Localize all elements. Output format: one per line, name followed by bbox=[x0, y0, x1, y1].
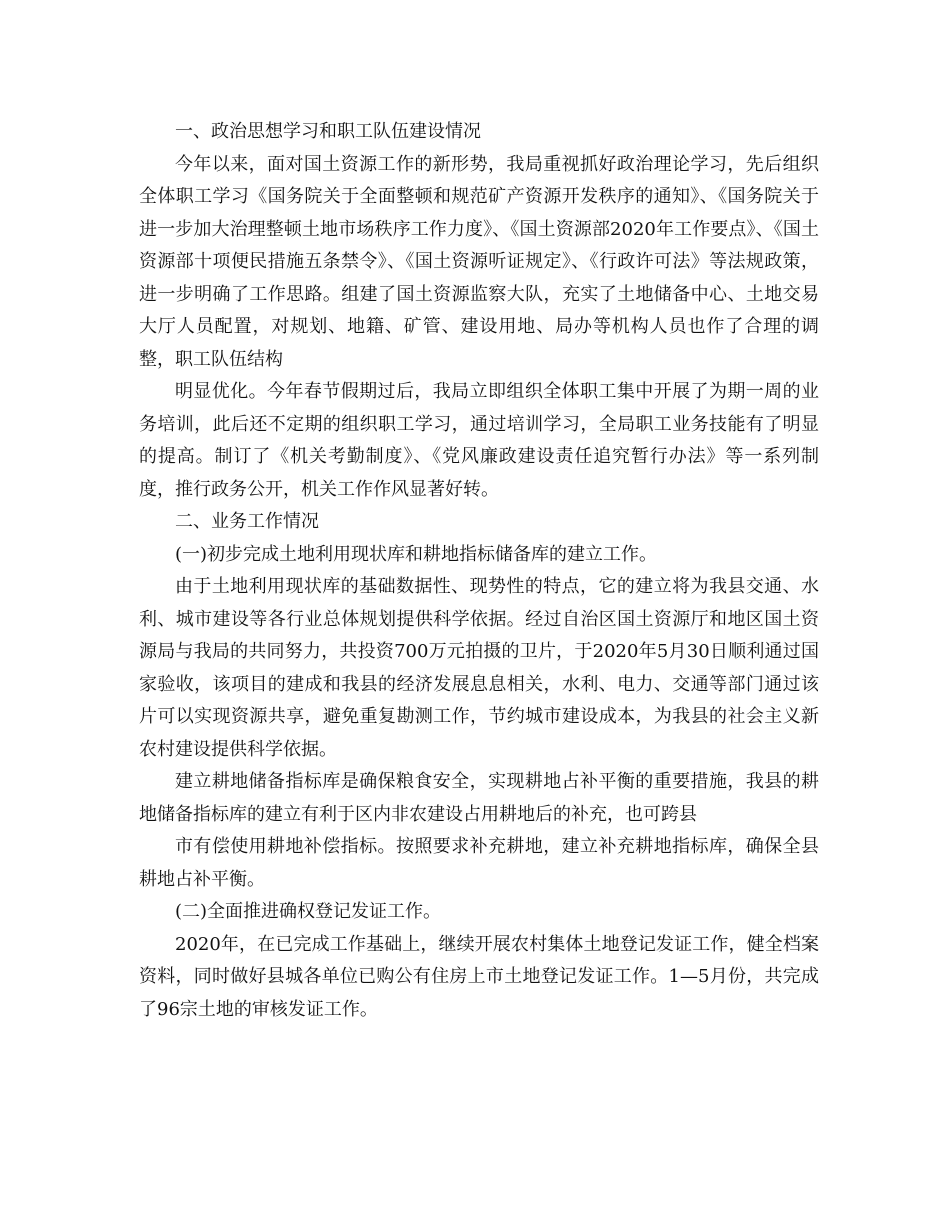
section-heading-2: 二、业务工作情况 bbox=[175, 511, 319, 532]
paragraph: 明显优化。今年春节假期过后，我局立即组织全体职工集中开展了为期一周的业务培训，此后还不定期的组织职工学习，通过培训学习，全局职工业务技能有了明显的提高。制订了《机关考勤制度》、《党风廉政建设责任追究暂行办法》等一系列制度，推行政务公开，机关工作作风显著好转。 bbox=[139, 381, 819, 500]
paragraph: 建立耕地储备指标库是确保粮食安全，实现耕地占补平衡的重要措施，我县的耕地储备指标库的建立有利于区内非农建设占用耕地后的补充，也可跨县 bbox=[139, 771, 819, 825]
subsection-heading-1: (一)初步完成土地利用现状库和耕地指标储备库的建立工作。 bbox=[175, 543, 658, 565]
subsection-heading-2: (二)全面推进确权登记发证工作。 bbox=[175, 901, 442, 922]
paragraph: 今年以来，面对国土资源工作的新形势，我局重视抓好政治理论学习，先后组织全体职工学习《国务院关于全面整顿和规范矿产资源开发秩序的通知》、《国务院关于进一步加大治理整顿土地市场秩序工作力度》、《国土资源部2020年工作要点》、《国土资源部十项便民措施五条禁令》、《国土资源听证规定》、《行政许可法》等法规政策，进一步明确了工作思路。组建了国土资源监察大队，充实了土地储备中心、土地交易大厅人员配置，对规划、地籍、矿管、建设用地、局办等机构人员也作了合理的调整，职工队伍结构 bbox=[139, 153, 819, 370]
document-body bbox=[139, 116, 819, 1026]
section-heading-1: 一、政治思想学习和职工队伍建设情况 bbox=[175, 121, 481, 142]
paragraph: 由于土地利用现状库的基础数据性、现势性的特点，它的建立将为我县交通、水利、城市建设等各行业总体规划提供科学依据。经过自治区国土资源厅和地区国土资源局与我局的共同努力，共投资700万元拍摄的卫片，于2020年5月30日顺利通过国家验收，该项目的建成和我县的经济发展息息相关，水利、电力、交通等部门通过该片可以实现资源共享，避免重复勘测工作，节约城市建设成本，为我县的社会主义新农村建设提供科学依据。 bbox=[139, 576, 819, 760]
paragraph: 2020年，在已完成工作基础上，继续开展农村集体土地登记发证工作，健全档案资料，同时做好县城各单位已购公有住房上市土地登记发证工作。1—5月份，共完成了96宗土地的审核发证工作。 bbox=[139, 933, 819, 1020]
paragraph: 市有偿使用耕地补偿指标。按照要求补充耕地，建立补充耕地指标库，确保全县耕地占补平衡。 bbox=[139, 836, 819, 890]
